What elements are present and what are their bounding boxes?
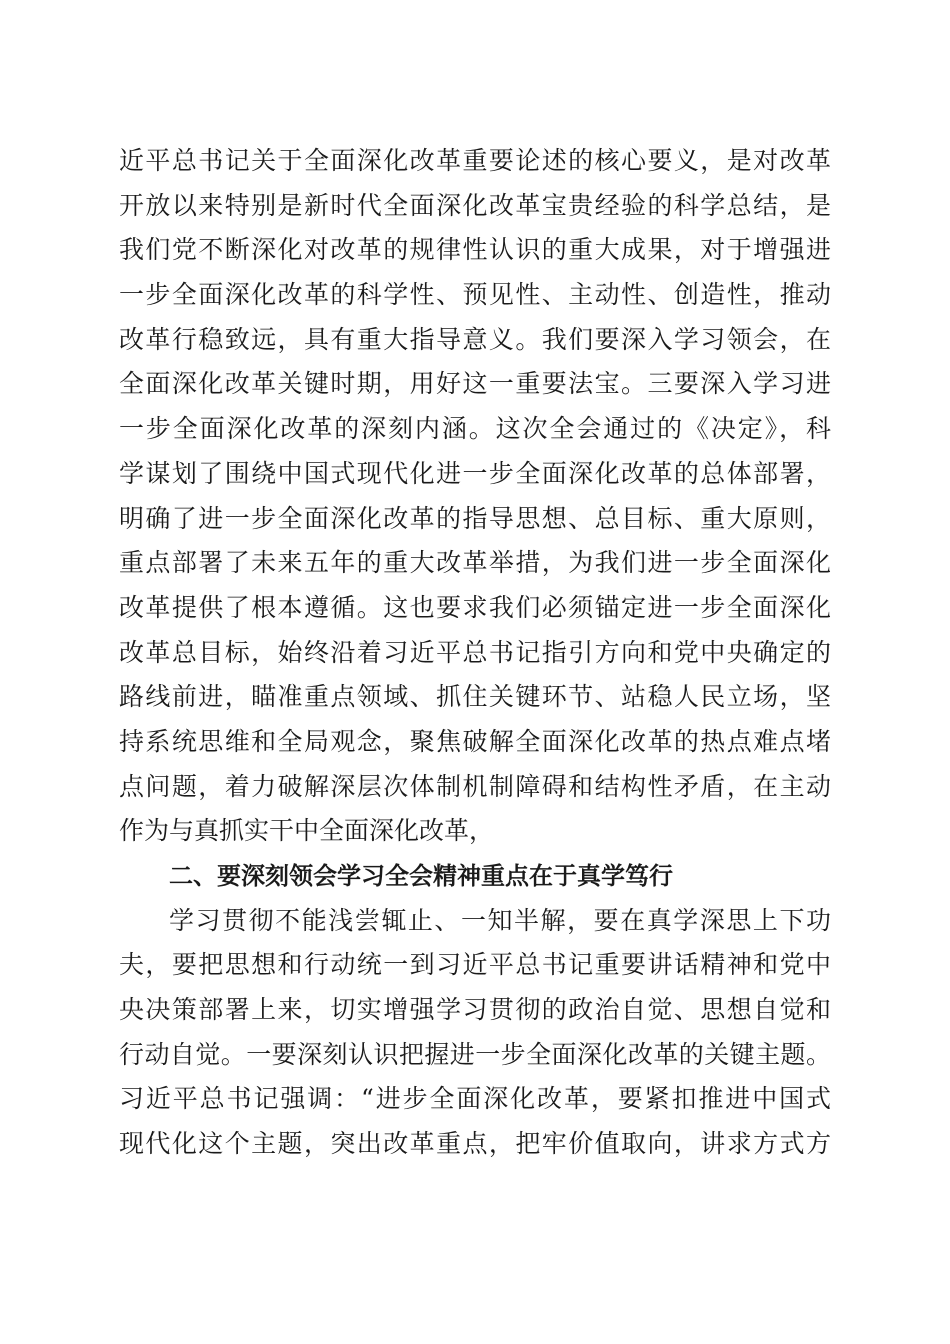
text-line: 改革总目标，始终沿着习近平总书记指引方向和党中央确定的: [119, 637, 831, 667]
text-line: 开放以来特别是新时代全面深化改革宝贵经验的科学总结，是: [119, 190, 831, 220]
text-line: 我们党不断深化对改革的规律性认识的重大成果，对于增强进: [119, 235, 831, 265]
text-line: 行动自觉。一要深刻认识把握进一步全面深化改革的关键主题。: [119, 1039, 831, 1069]
text-line: 点问题，着力破解深层次体制机制障碍和结构性矛盾，在主动: [119, 771, 831, 801]
text-line: 现代化这个主题，突出改革重点，把牢价值取向，讲求方式方: [119, 1129, 831, 1159]
text-line: 学谋划了围绕中国式现代化进一步全面深化改革的总体部署，: [119, 458, 831, 488]
section-heading: 二、要深刻领会学习全会精神重点在于真学笃行: [169, 862, 673, 890]
text-line: 夫，要把思想和行动统一到习近平总书记重要讲话精神和党中: [119, 950, 831, 980]
text-line: 改革提供了根本遵循。这也要求我们必须锚定进一步全面深化: [119, 592, 831, 622]
text-line: 习近平总书记强调：“进步全面深化改革，要紧扣推进中国式: [119, 1084, 831, 1114]
text-line: 央决策部署上来，切实增强学习贯彻的政治自觉、思想自觉和: [119, 995, 831, 1025]
document-body: [119, 139, 831, 1167]
text-line: 全面深化改革关键时期，用好这一重要法宝。三要深入学习进: [119, 369, 831, 399]
text-line: 一步全面深化改革的科学性、预见性、主动性、创造性，推动: [119, 280, 831, 310]
text-line: 近平总书记关于全面深化改革重要论述的核心要义，是对改革: [119, 146, 831, 175]
text-line: 改革行稳致远，具有重大指导意义。我们要深入学习领会，在: [119, 324, 831, 354]
text-line: 重点部署了未来五年的重大改革举措，为我们进一步全面深化: [119, 548, 831, 578]
text-line: 一步全面深化改革的深刻内涵。这次全会通过的《决定》，科: [119, 414, 831, 444]
text-line: 路线前进，瞄准重点领域、抓住关键环节、站稳人民立场，坚: [119, 682, 831, 712]
paragraph-1: [119, 139, 831, 854]
text-line: 学习贯彻不能浅尝辄止、一知半解，要在真学深思上下功: [169, 905, 831, 935]
text-line: 明确了进一步全面深化改革的指导思想、总目标、重大原则，: [119, 503, 831, 533]
text-line: 作为与真抓实干中全面深化改革，: [119, 816, 495, 846]
paragraph-2: [119, 899, 831, 1167]
text-line: 持系统思维和全局观念，聚焦破解全面深化改革的热点难点堵: [119, 726, 831, 756]
